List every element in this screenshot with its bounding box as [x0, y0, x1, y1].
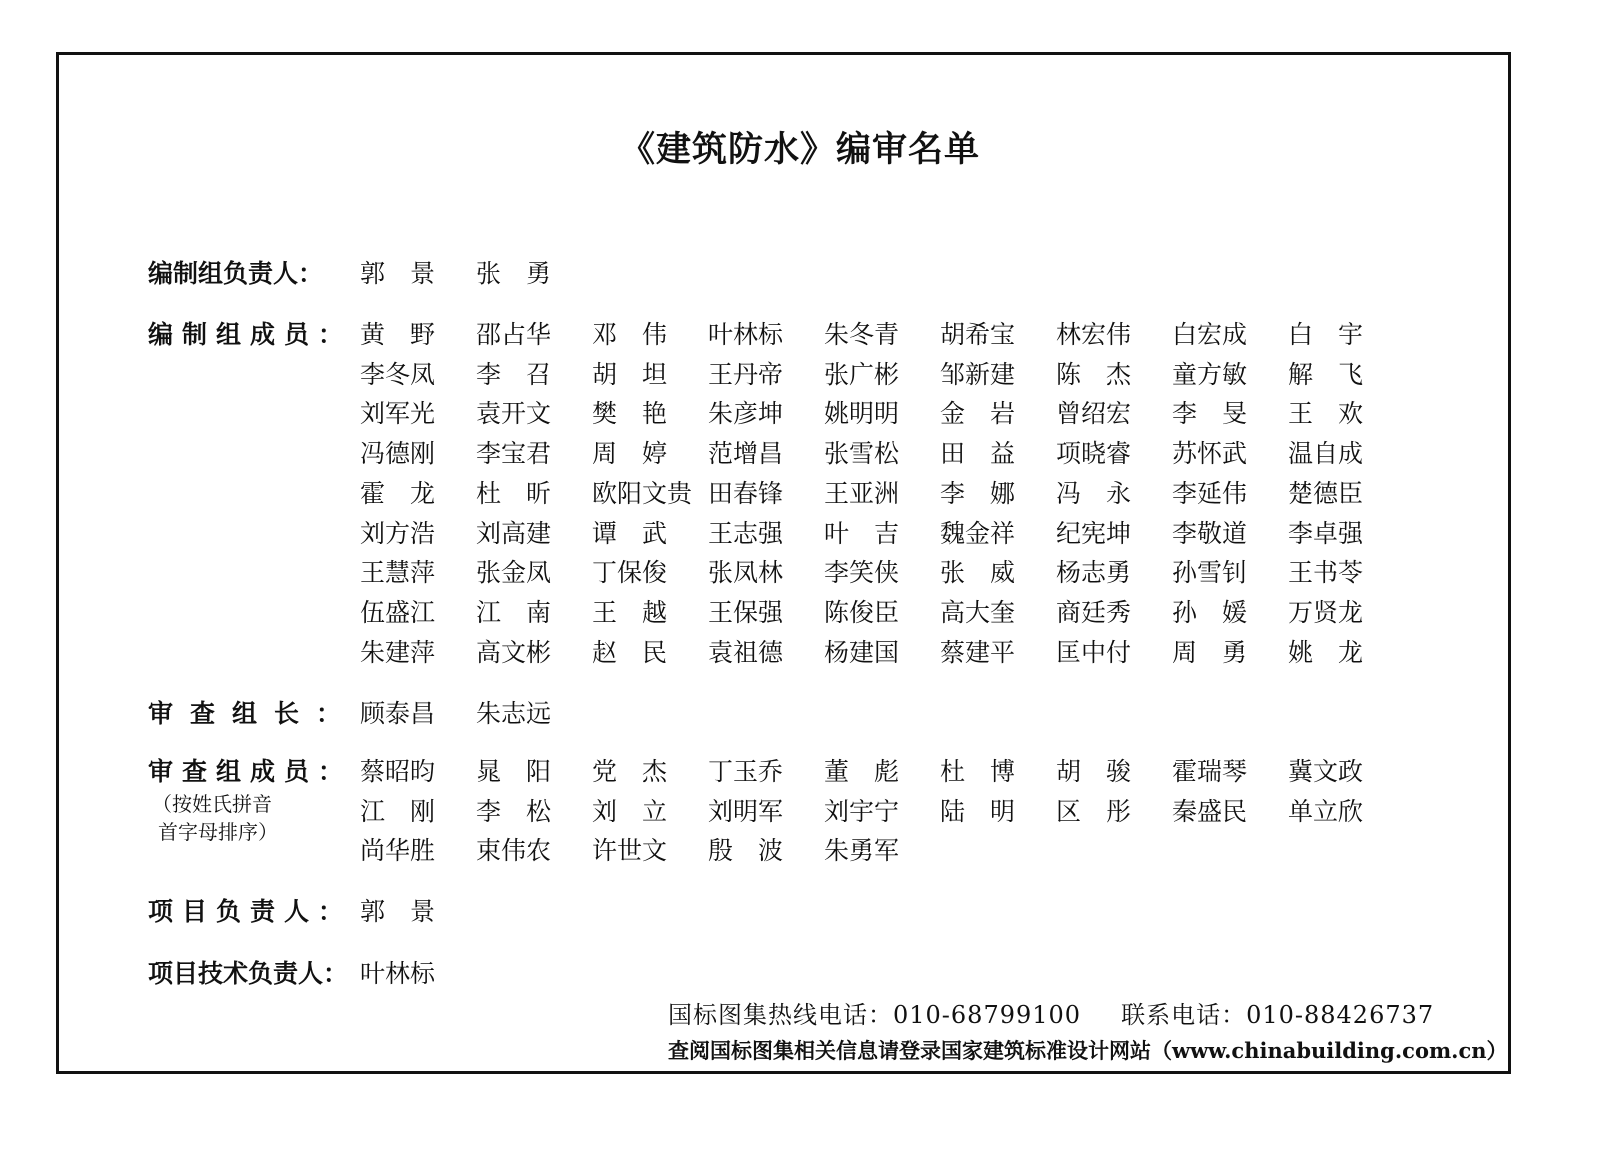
person-name: 张金凤 [476, 558, 552, 588]
person-name: 王志强 [708, 518, 784, 548]
person-name: 陈 杰 [1056, 359, 1132, 389]
tech-lead-label: 项目技术负责人： [148, 959, 349, 988]
person-name: 黄 野 [360, 320, 436, 349]
person-name: 项晓睿 [1056, 439, 1132, 469]
person-name: 杨志勇 [1056, 558, 1132, 588]
person-name: 杜 昕 [476, 478, 552, 508]
person-name: 林宏伟 [1056, 320, 1132, 349]
person-name: 白 宇 [1288, 320, 1364, 349]
person-name: 郭 景 [360, 897, 436, 926]
person-name: 王保强 [708, 597, 784, 627]
lead-label: 编制组负责人： [148, 259, 324, 288]
review-members-note-1: （按姓氏拼音 [152, 792, 272, 816]
footer-phones [668, 995, 1434, 1030]
person-name: 杨建国 [824, 637, 900, 667]
person-name: 孙雪钊 [1172, 558, 1248, 588]
person-name: 王亚洲 [824, 478, 900, 508]
person-name: 陈俊臣 [824, 597, 900, 627]
person-name: 欧阳文贵 [592, 478, 693, 508]
members-label: 编制组成员： [148, 320, 353, 349]
person-name: 殷 波 [708, 836, 784, 866]
person-name: 刘方浩 [360, 518, 436, 548]
person-name: 邹新建 [940, 359, 1016, 389]
person-name: 苏怀武 [1172, 439, 1248, 469]
person-name: 丁保俊 [592, 558, 668, 588]
person-name: 周 勇 [1172, 637, 1248, 667]
person-name: 袁开文 [476, 399, 552, 429]
person-name: 孙 媛 [1172, 597, 1248, 627]
person-name: 顾泰昌 [360, 699, 436, 728]
person-name: 商廷秀 [1056, 597, 1132, 627]
person-name: 蔡建平 [940, 637, 1016, 667]
person-name: 李 召 [476, 359, 552, 389]
person-name: 伍盛江 [360, 597, 436, 627]
person-name: 纪宪坤 [1056, 518, 1132, 548]
person-name: 李冬凤 [360, 359, 436, 389]
person-name: 白宏成 [1172, 320, 1248, 349]
person-name: 王丹帝 [708, 359, 784, 389]
person-name: 董 彪 [824, 757, 900, 786]
person-name: 王慧萍 [360, 558, 436, 588]
person-name: 李延伟 [1172, 478, 1248, 508]
person-name: 解 飞 [1288, 359, 1364, 389]
person-name: 田 益 [940, 439, 1016, 469]
person-name: 朱冬青 [824, 320, 900, 349]
person-name: 冯德刚 [360, 439, 436, 469]
person-name: 高文彬 [476, 637, 552, 667]
person-name: 区 彤 [1056, 796, 1132, 826]
person-name: 童方敏 [1172, 359, 1248, 389]
person-name: 高大奎 [940, 597, 1016, 627]
person-name: 邓 伟 [592, 320, 668, 349]
person-name: 李 旻 [1172, 399, 1248, 429]
person-name: 胡希宝 [940, 320, 1016, 349]
project-lead-label: 项目负责人： [148, 897, 353, 926]
hotline-text: 国标图集热线电话：010-68799100 [668, 1001, 1082, 1029]
person-name: 楚德臣 [1288, 478, 1364, 508]
person-name: 刘明军 [708, 796, 784, 826]
person-name: 袁祖德 [708, 637, 784, 667]
person-name: 姚 龙 [1288, 637, 1364, 667]
person-name: 晁 阳 [476, 757, 552, 786]
person-name: 张凤林 [708, 558, 784, 588]
person-name: 张 威 [940, 558, 1016, 588]
person-name: 李敬道 [1172, 518, 1248, 548]
person-name: 尚华胜 [360, 836, 436, 866]
person-name: 丁玉乔 [708, 757, 784, 786]
person-name: 张雪松 [824, 439, 900, 469]
person-name: 江 刚 [360, 796, 436, 826]
person-name: 樊 艳 [592, 399, 668, 429]
person-name: 许世文 [592, 836, 668, 866]
person-name: 李 娜 [940, 478, 1016, 508]
person-name: 刘高建 [476, 518, 552, 548]
person-name: 温自成 [1288, 439, 1364, 469]
person-name: 金 岩 [940, 399, 1016, 429]
person-name: 王 越 [592, 597, 668, 627]
person-name: 冀文政 [1288, 757, 1364, 786]
person-name: 蔡昭昀 [360, 757, 436, 786]
person-name: 刘军光 [360, 399, 436, 429]
person-name: 谭 武 [592, 518, 668, 548]
person-name: 李宝君 [476, 439, 552, 469]
person-name: 李笑侠 [824, 558, 900, 588]
person-name: 秦盛民 [1172, 796, 1248, 826]
review-lead-label: 审查组长： [148, 699, 359, 728]
person-name: 陆 明 [940, 796, 1016, 826]
person-name: 杜 博 [940, 757, 1016, 786]
person-name: 张 勇 [476, 259, 552, 288]
person-name: 田春锋 [708, 478, 784, 508]
person-name: 王书苓 [1288, 558, 1364, 588]
person-name: 范增昌 [708, 439, 784, 469]
person-name: 叶 吉 [824, 518, 900, 548]
contact-text: 联系电话：010-88426737 [1121, 1001, 1435, 1029]
person-name: 刘宇宁 [824, 796, 900, 826]
person-name: 胡 坦 [592, 359, 668, 389]
person-name: 李 松 [476, 796, 552, 826]
person-name: 周 婷 [592, 439, 668, 469]
person-name: 邵占华 [476, 320, 552, 349]
person-name: 李卓强 [1288, 518, 1364, 548]
person-name: 朱勇军 [824, 836, 900, 866]
person-name: 冯 永 [1056, 478, 1132, 508]
page-title: 《建筑防水》编审名单 [619, 130, 980, 170]
person-name: 朱建萍 [360, 637, 436, 667]
person-name: 朱志远 [476, 699, 552, 728]
person-name: 束伟农 [476, 836, 552, 866]
footer-website: 查阅国标图集相关信息请登录国家建筑标准设计网站（www.chinabuilding.com.cn） [668, 1038, 1508, 1063]
person-name: 党 杰 [592, 757, 668, 786]
person-name: 姚明明 [824, 399, 900, 429]
review-members-label: 审查组成员： [148, 757, 353, 786]
person-name: 曾绍宏 [1056, 399, 1132, 429]
person-name: 郭 景 [360, 259, 436, 288]
person-name: 魏金祥 [940, 518, 1016, 548]
person-name: 王 欢 [1288, 399, 1364, 429]
person-name: 霍瑞琴 [1172, 757, 1248, 786]
person-name: 匡中付 [1056, 637, 1132, 667]
person-name: 叶林标 [708, 320, 784, 349]
person-name: 朱彦坤 [708, 399, 784, 429]
person-name: 赵 民 [592, 637, 668, 667]
person-name: 万贤龙 [1288, 597, 1364, 627]
person-name: 叶林标 [360, 959, 436, 988]
person-name: 单立欣 [1288, 796, 1364, 826]
person-name: 刘 立 [592, 796, 668, 826]
person-name: 霍 龙 [360, 478, 436, 508]
review-members-note-2: 首字母排序） [158, 820, 278, 844]
person-name: 胡 骏 [1056, 757, 1132, 786]
person-name: 江 南 [476, 597, 552, 627]
person-name: 张广彬 [824, 359, 900, 389]
